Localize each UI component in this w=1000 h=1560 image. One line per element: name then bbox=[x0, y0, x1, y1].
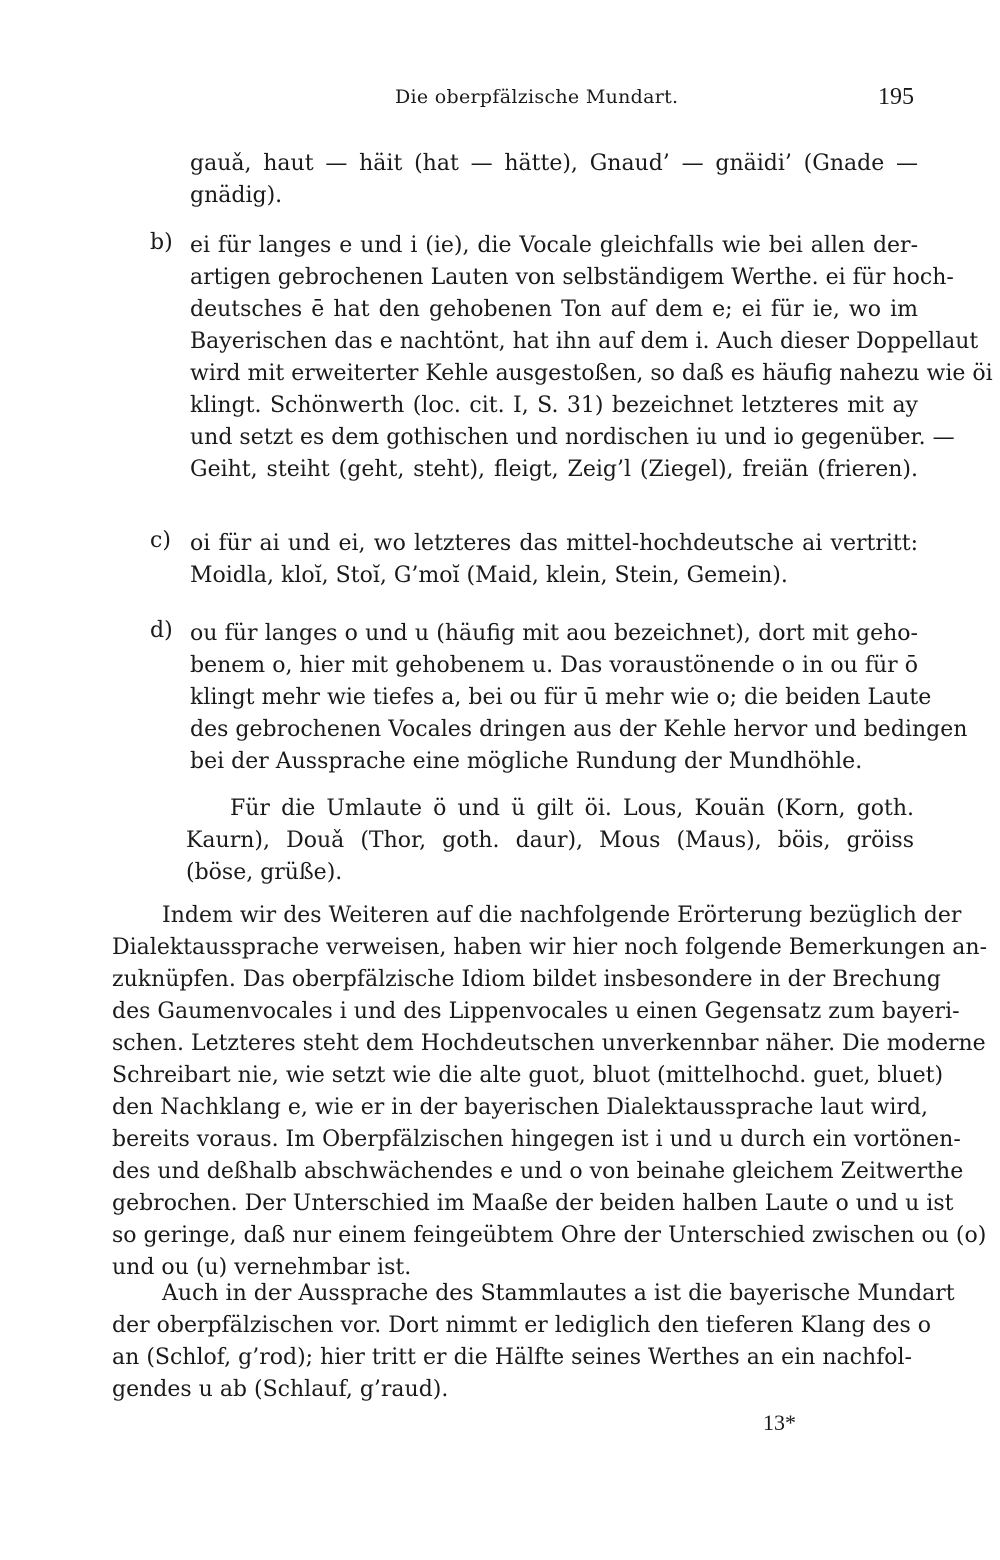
text-line: Für die Umlaute ö und ü gilt öi. Lous, Kouän (Korn, goth. bbox=[230, 796, 914, 821]
text-line: deutsches ē hat den gehobenen Ton auf dem e; ei für ie, wo im bbox=[190, 297, 918, 322]
text-line: klingt. Schönwerth (loc. cit. I, S. 31) bezeichnet letzteres mit ay bbox=[190, 393, 918, 418]
text-line: und setzt es dem gothischen und nordischen iu und io gegenüber. — bbox=[190, 425, 955, 450]
list-marker: c) bbox=[150, 528, 171, 553]
text-line: gnädig). bbox=[190, 183, 283, 208]
running-title: Die oberpfälzische Mundart. bbox=[395, 86, 679, 108]
text-line: zuknüpfen. Das oberpfälzische Idiom bildet insbesondere in der Brechung bbox=[112, 967, 941, 992]
text-line: bei der Aussprache eine mögliche Rundung der Mundhöhle. bbox=[190, 749, 863, 774]
signature-mark: 13* bbox=[763, 1410, 796, 1435]
main-paragraph bbox=[112, 900, 988, 1284]
list-item-b bbox=[150, 230, 993, 486]
text-line: Schreibart nie, wie setzt wie die alte guot, bluot (mittelhochd. guet, bluet) bbox=[112, 1063, 944, 1088]
text-line: Dialektaussprache verweisen, haben wir hier noch folgende Bemerkungen an- bbox=[112, 935, 988, 960]
text-line: (böse, grüße). bbox=[186, 860, 343, 885]
text-line: Geiht, steiht (geht, steht), fleigt, Zeig’l (Ziegel), freiän (frieren). bbox=[190, 457, 918, 482]
text-line: bereits voraus. Im Oberpfälzischen hingegen ist i und u durch ein vortönen- bbox=[112, 1127, 961, 1152]
text-line: Indem wir des Weiteren auf die nachfolgende Erörterung bezüglich der bbox=[162, 903, 962, 928]
text-line: des gebrochenen Vocales dringen aus der Kehle hervor und bedingen bbox=[190, 717, 968, 742]
list-marker: d) bbox=[150, 618, 173, 643]
text-line: den Nachklang e, wie er in der bayerischen Dialektaussprache laut wird, bbox=[112, 1095, 928, 1120]
text-line: Bayerischen das e nachtönt, hat ihn auf dem i. Auch dieser Doppellaut bbox=[190, 329, 979, 354]
page-number: 195 bbox=[878, 84, 914, 110]
intro-paragraph bbox=[190, 148, 918, 212]
text-line: benem o, hier mit gehobenem u. Das voraustönende o in ou für ō bbox=[190, 653, 918, 678]
text-line: ou für langes o und u (häufig mit aou bezeichnet), dort mit geho- bbox=[190, 621, 918, 646]
list-item-d bbox=[150, 618, 968, 778]
text-line: artigen gebrochenen Lauten von selbständigem Werthe. ei für hoch- bbox=[190, 265, 954, 290]
text-line: gendes u ab (Schlauf, g’raud). bbox=[112, 1377, 449, 1402]
text-line: des Gaumenvocales i und des Lippenvocales u einen Gegensatz zum bayeri- bbox=[112, 999, 960, 1024]
text-line: schen. Letzteres steht dem Hochdeutschen unverkennbar näher. Die moderne bbox=[112, 1031, 986, 1056]
text-line: oi für ai und ei, wo letzteres das mittel-hochdeutsche ai vertritt: bbox=[190, 531, 918, 556]
text-line: wird mit erweiterter Kehle ausgestoßen, so daß es häufig nahezu wie öi bbox=[190, 361, 993, 386]
text-line: und ou (u) vernehmbar ist. bbox=[112, 1255, 412, 1280]
text-line: ei für langes e und i (ie), die Vocale gleichfalls wie bei allen der- bbox=[190, 233, 918, 258]
text-line: klingt mehr wie tiefes a, bei ou für ū mehr wie o; die beiden Laute bbox=[190, 685, 932, 710]
text-line: an (Schlof, g’rod); hier tritt er die Hälfte seines Werthes an ein nachfol- bbox=[112, 1345, 912, 1370]
closing-paragraph bbox=[112, 1278, 955, 1406]
text-line: gauǎ, haut — häit (hat — hätte), Gnaud’ — gnäidi’ (Gnade — bbox=[190, 151, 918, 176]
umlaut-paragraph bbox=[186, 793, 914, 889]
text-line: des und deßhalb abschwächendes e und o von beinahe gleichem Zeitwerthe bbox=[112, 1159, 964, 1184]
text-line: Auch in der Aussprache des Stammlautes a ist die bayerische Mundart bbox=[162, 1281, 955, 1306]
list-marker: b) bbox=[150, 230, 173, 255]
list-item-c bbox=[150, 528, 918, 592]
text-line: der oberpfälzischen vor. Dort nimmt er lediglich den tieferen Klang des o bbox=[112, 1313, 932, 1338]
text-line: Moidla, kloĭ, Stoĭ, G’moĭ (Maid, klein, Stein, Gemein). bbox=[190, 563, 788, 588]
text-line: Kaurn), Douǎ (Thor, goth. daur), Mous (Maus), böis, gröiss bbox=[186, 828, 914, 853]
text-line: so geringe, daß nur einem feingeübtem Ohre der Unterschied zwischen ou (o) bbox=[112, 1223, 987, 1248]
text-line: gebrochen. Der Unterschied im Maaße der beiden halben Laute o und u ist bbox=[112, 1191, 954, 1216]
